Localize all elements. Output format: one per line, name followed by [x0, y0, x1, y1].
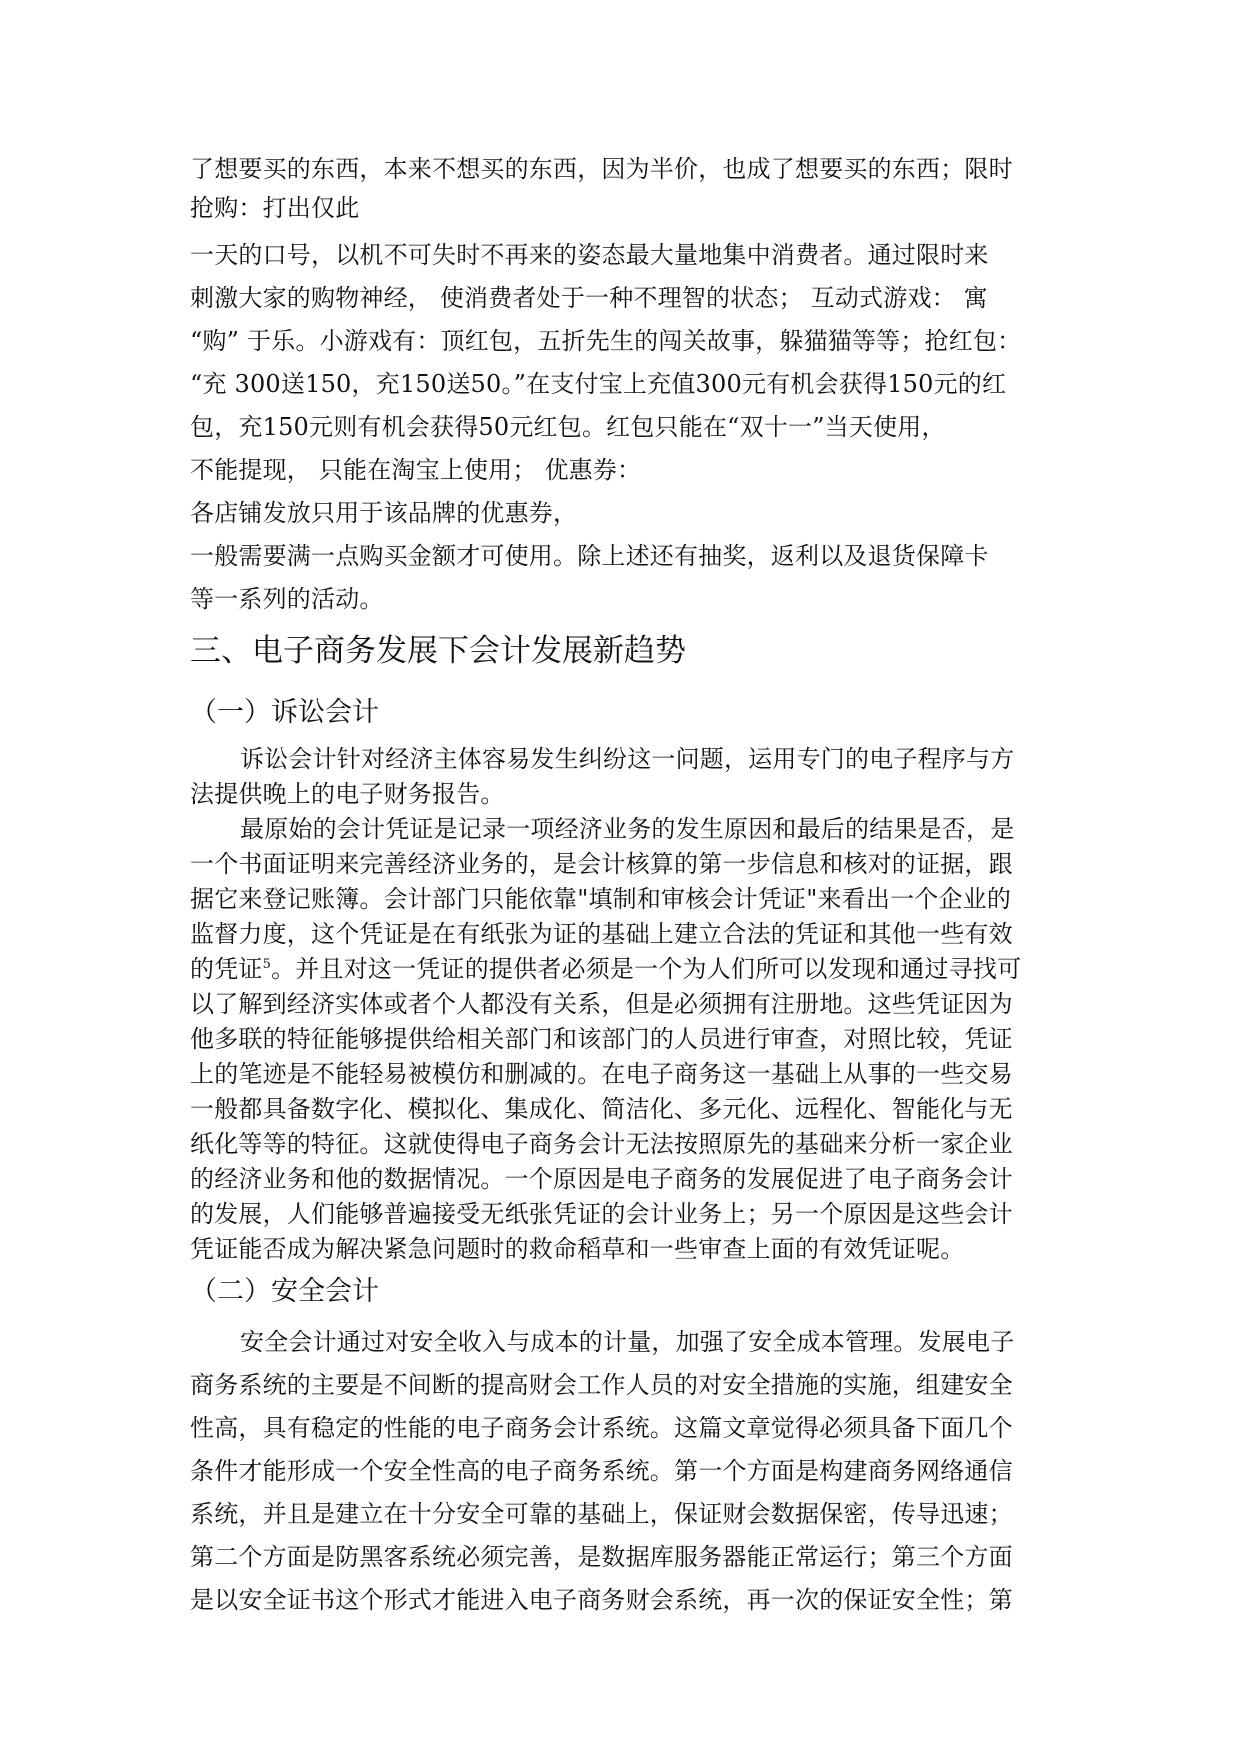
text-line: 最原始的会计凭证是记录一项经济业务的发生原因和最后的结果是否，是 — [240, 815, 1015, 843]
text-line: 性高，具有稳定的性能的电子商务会计系统。这篇文章觉得必须具备下面几个 — [190, 1414, 1013, 1442]
text-line: 纸化等等的特征。这就使得电子商务会计无法按照原先的基础来分析一家企业 — [190, 1130, 1013, 1158]
text-line: 一个书面证明来完善经济业务的，是会计核算的第一步信息和核对的证据，跟 — [190, 850, 1013, 878]
text-line-with-footnote — [190, 954, 1021, 984]
text-line: 了想要买的东西，本来不想买的东西，因为半价，也成了想要买的东西；限时 — [190, 155, 1013, 183]
text-line: 的发展，人们能够普遍接受无纸张凭证的会计业务上；另一个原因是这些会计 — [190, 1200, 1013, 1228]
text-line: 以了解到经济实体或者个人都没有关系，但是必须拥有注册地。这些凭证因为 — [190, 990, 1013, 1018]
text-line: 据它来登记账簿。会计部门只能依靠"填制和审核会计凭证"来看出一个企业的 — [190, 885, 1012, 913]
text-line: 他多联的特征能够提供给相关部门和该部门的人员进行审查，对照比较，凭证 — [190, 1025, 1013, 1053]
text-line: 法提供晚上的电子财务报告。 — [190, 780, 505, 808]
text-line: 上的笔迹是不能轻易被模仿和删减的。在电子商务这一基础上从事的一些交易 — [190, 1060, 1013, 1088]
text-line: “充 300送150，充150送50。”在支付宝上充值300元有机会获得150元的红 — [190, 370, 1007, 398]
text-line: 抢购：打出仅此 — [190, 194, 360, 222]
text-line: 刺激大家的购物神经， 使消费者处于一种不理智的状态； 互动式游戏： 寓 — [190, 284, 988, 312]
text-line: 安全会计通过对安全收入与成本的计量，加强了安全成本管理。发展电子 — [240, 1328, 1015, 1356]
section-heading: 三、电子商务发展下会计发展新趋势 — [190, 633, 686, 669]
text-line: 系统，并且是建立在十分安全可靠的基础上，保证财会数据保密，传导迅速； — [190, 1500, 1013, 1528]
text-line: 第二个方面是防黑客系统必须完善，是数据库服务器能正常运行；第三个方面 — [190, 1543, 1013, 1571]
text-line: 各店铺发放只用于该品牌的优惠券， — [190, 499, 578, 527]
text-line: 商务系统的主要是不间断的提高财会工作人员的对安全措施的实施，组建安全 — [190, 1371, 1013, 1399]
text-fragment: 。并且对这一凭证的提供者必须是一个为人们所可以发现和通过寻找可 — [271, 955, 1022, 983]
text-line: 一般需要满一点购买金额才可使用。除上述还有抽奖，返利以及退货保障卡 — [190, 542, 989, 570]
text-line: 条件才能形成一个安全性高的电子商务系统。第一个方面是构建商务网络通信 — [190, 1457, 1013, 1485]
text-line: 不能提现， 只能在淘宝上使用； 优惠券： — [190, 456, 642, 484]
text-line: “购” 于乐。小游戏有：顶红包，五折先生的闯关故事，躲猫猫等等；抢红包： — [190, 327, 1022, 355]
text-line: 凭证能否成为解决紧急问题时的救命稻草和一些审查上面的有效凭证呢。 — [190, 1235, 965, 1263]
text-fragment: 的凭证 — [190, 955, 263, 983]
text-line: 是以安全证书这个形式才能进入电子商务财会系统，再一次的保证安全性；第 — [190, 1586, 1013, 1614]
text-line: 包，充150元则有机会获得50元红包。红包只能在“双十一”当天使用， — [190, 413, 946, 441]
text-line: 的经济业务和他的数据情况。一个原因是电子商务的发展促进了电子商务会计 — [190, 1165, 1013, 1193]
text-line: 等一系列的活动。 — [190, 585, 384, 613]
footnote-marker: 5 — [262, 957, 272, 972]
text-line: 一般都具备数字化、模拟化、集成化、简洁化、多元化、远程化、智能化与无 — [190, 1095, 1013, 1123]
text-line: 诉讼会计针对经济主体容易发生纠纷这一问题，运用专门的电子程序与方 — [240, 745, 1015, 773]
text-line: 一天的口号，以机不可失时不再来的姿态最大量地集中消费者。通过限时来 — [190, 241, 989, 269]
subsection-heading-security: （二）安全会计 — [190, 1276, 379, 1307]
subsection-heading-litigation: （一）诉讼会计 — [190, 697, 379, 728]
text-line: 监督力度，这个凭证是在有纸张为证的基础上建立合法的凭证和其他一些有效 — [190, 920, 1013, 948]
